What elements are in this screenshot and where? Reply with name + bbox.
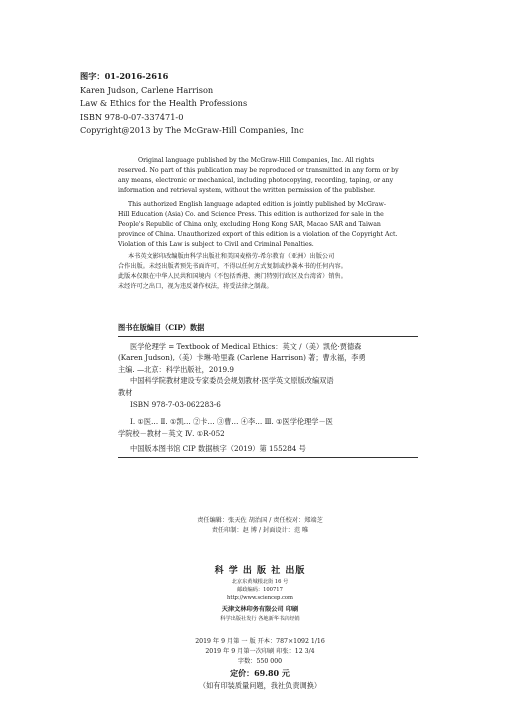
cip-line: (Karen Judson),（美）卡琳·哈里森 (Carlene Harrison) 著；曹永福，李勇 <box>118 353 366 363</box>
publisher-address: 北京东黄城根北街 16 号 <box>231 579 289 585</box>
copyright-p2-line: province of China. Unauthorized export of this edition is a violation of the Copyright Act. <box>118 231 398 238</box>
copyright-p3-line: 未经许可之出口，视为违反著作权法，将受法律之制裁。 <box>118 283 273 290</box>
cip-line: 主编. —北京：科学出版社，2019.9 <box>118 364 234 374</box>
responsible-editors: 责任编辑：张天佐 胡治国 / 责任校对：郑端芝 <box>197 517 323 524</box>
original-isbn: ISBN 978-0-07-337471-0 <box>80 111 184 122</box>
printing-info: 2019 年 9 月第一次印刷 印张：12 3/4 <box>205 648 315 655</box>
cip-record-number: 中国版本图书馆 CIP 数据核字（2019）第 155284 号 <box>130 444 306 454</box>
copyright-p1-line: Original language published by the McGraw-Hill Companies, Inc. All rights <box>138 157 375 164</box>
copyright-paragraph-3 <box>118 252 420 292</box>
copyright-paragraph-1 <box>118 156 420 196</box>
cip-line: 教材 <box>118 387 133 397</box>
copyright-notice <box>118 156 420 292</box>
copyright-p1-line: information and retrieval system, without the written permission of the publisher. <box>118 187 376 194</box>
cip-block <box>118 322 418 458</box>
quality-notice: （如有印装质量问题，我社负责调换） <box>198 681 322 690</box>
cip-line: 医学伦理学 = Textbook of Medical Ethics：英文 /（美）凯伦·贾德森 <box>130 341 362 351</box>
publisher-website: http://www.sciencep.com <box>227 595 293 601</box>
publisher-block <box>0 564 520 623</box>
copyright-p1-line: any means, electronic or mechanical, including photocopying, recording, taping, or any <box>118 177 394 184</box>
authors: Karen Judson, Carlene Harrison <box>80 84 214 95</box>
original-title: Law & Ethics for the Health Professions <box>80 98 248 109</box>
copyright-paragraph-2 <box>118 200 420 250</box>
cip-line: Ⅰ. ①医… Ⅱ. ①凯… ②卡… ③曹… ④李… Ⅲ. ①医学伦理学－医 <box>130 417 333 427</box>
copyright-p2-line: Violation of this Law is subject to Civil and Criminal Penalties. <box>118 241 314 248</box>
copyright-p3-line: 本书英文影印改编版由科学出版社和美国麦格劳-希尔教育（亚洲）出版公司 <box>128 253 335 260</box>
distributor: 科学出版社发行 各地新华书店经销 <box>220 616 300 622</box>
publisher-name: 科 学 出 版 社 出版 <box>214 566 306 576</box>
copyright-p1-line: reserved. No part of this publication may be reproduced or transmitted in any form or by <box>118 167 399 174</box>
responsible-printing: 责任印制：赵 博 / 封面设计：范 唯 <box>211 527 309 534</box>
copyright-p3-line: 此版本仅限在中华人民共和国境内（不包括香港、澳门特别行政区及台湾省）销售。 <box>118 273 347 280</box>
cip-line: 中国科学院教材建设专家委员会规划教材·医学英文原版改编双语 <box>130 376 334 386</box>
cip-line: 学院校－教材－英文 Ⅳ. ①R-052 <box>118 428 225 438</box>
header-block <box>80 70 304 138</box>
word-count: 字数：550 000 <box>237 658 283 665</box>
edition-info: 2019 年 9 月第 一 版 开本：787×1092 1/16 <box>195 638 325 645</box>
copyright-p3-line: 合作出版。未经出版者预先书面许可，不得以任何方式复制或抄袭本书的任何内容。 <box>118 263 347 270</box>
editors-block <box>0 516 520 536</box>
price: 定价：69.80 元 <box>230 668 290 678</box>
specs-block <box>0 637 520 692</box>
cip-heading: 图书在版编目（CIP）数据 <box>118 323 205 332</box>
cip-isbn: ISBN 978-7-03-062283-6 <box>130 399 221 409</box>
cip-rule <box>118 336 418 337</box>
publisher-postcode: 邮政编码：100717 <box>237 587 283 593</box>
copyright-p2-line: Hill Education (Asia) Co. and Science Press. This edition is authorized for sale in the <box>118 211 384 218</box>
copyright-p2-line: People's Republic of China only, excluding Hong Kong SAR, Macao SAR and Taiwan <box>118 221 381 228</box>
original-copyright: Copyright@2013 by The McGraw-Hill Companies, Inc <box>80 125 304 136</box>
license-number: 图字：01-2016-2616 <box>80 71 169 81</box>
copyright-p2-line: This authorized English language adapted edition is jointly published by McGraw- <box>128 201 386 208</box>
cip-bottom-rule <box>118 457 418 458</box>
printer: 天津文林印务有限公司 印刷 <box>221 606 299 613</box>
